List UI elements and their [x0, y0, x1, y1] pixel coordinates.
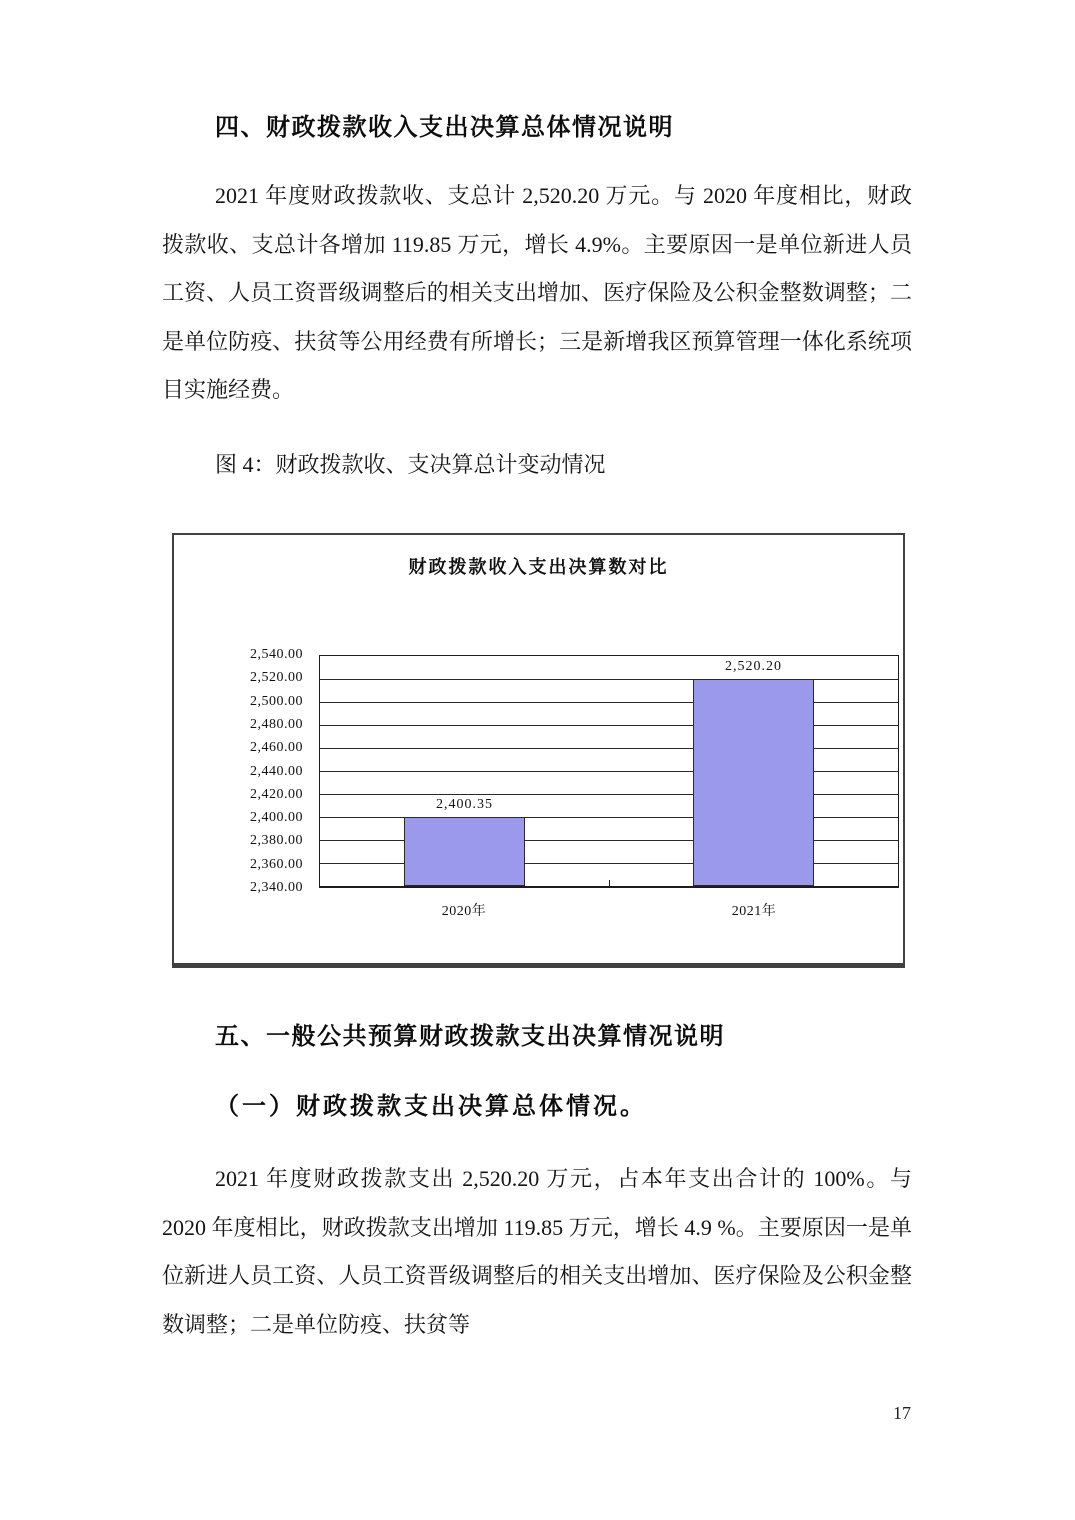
y-tick-label: 2,520.00 — [250, 670, 303, 686]
page-number: 17 — [893, 1403, 911, 1423]
bar-value-label: 2,520.20 — [725, 658, 782, 674]
section-5-subheading: （一）财政拨款支出决算总体情况。 — [215, 1094, 647, 1120]
x-axis-center-tick — [609, 880, 610, 886]
y-tick-label: 2,540.00 — [250, 647, 303, 662]
bar-value-label: 2,400.35 — [436, 796, 493, 812]
chart-x-axis — [319, 888, 899, 918]
y-tick-label: 2,400.00 — [250, 810, 303, 826]
section-5-paragraph: 2021 年度财政拨款支出 2,520.20 万元，占本年支出合计的 100%。与 2020 年度相比，财政拨款支出增加 119.85 万元，增长 4.9 %。主要原因一是单位新进人员工资、人员工资晋级调整后的相关支出增加、医疗保险及公积金整数调整；二是单位防疫、扶贫等 — [162, 1166, 912, 1337]
y-tick-label: 2,460.00 — [250, 740, 303, 756]
y-tick-label: 2,420.00 — [250, 786, 303, 802]
y-tick-label: 2,360.00 — [250, 856, 303, 872]
bar-2020年 — [404, 817, 525, 886]
bar-2021年 — [693, 679, 814, 886]
section-4-paragraph: 2021 年度财政拨款收、支总计 2,520.20 万元。与 2020 年度相比，财政拨款收、支总计各增加 119.85 万元，增长 4.9%。主要原因一是单位新进人员工资、人员工资晋级调整后的相关支出增加、医疗保险及公积金整数调整；二是单位防疫、扶贫等公用经费有所增长；三是新增我区预算管理一体化系统项目实施经费。 — [162, 183, 912, 402]
figure-4-caption: 图 4：财政拨款收、支决算总计变动情况 — [215, 452, 606, 477]
chart-y-axis — [174, 647, 311, 895]
chart-plot-area — [319, 655, 899, 888]
section-5-heading: 五、一般公共预算财政拨款支出决算情况说明 — [215, 1023, 725, 1050]
y-tick-label: 2,380.00 — [250, 833, 303, 849]
y-tick-label: 2,480.00 — [250, 716, 303, 732]
y-tick-label: 2,440.00 — [250, 763, 303, 779]
section-4-heading: 四、财政拨款收入支出决算总体情况说明 — [215, 114, 674, 141]
x-tick-label: 2020年 — [441, 904, 487, 919]
figure-4-bar-chart — [172, 533, 905, 968]
y-tick-label: 2,500.00 — [250, 693, 303, 709]
y-tick-label: 2,340.00 — [250, 880, 303, 895]
chart-title: 财政拨款收入支出决算数对比 — [408, 557, 669, 577]
x-tick-label: 2021年 — [731, 904, 777, 919]
